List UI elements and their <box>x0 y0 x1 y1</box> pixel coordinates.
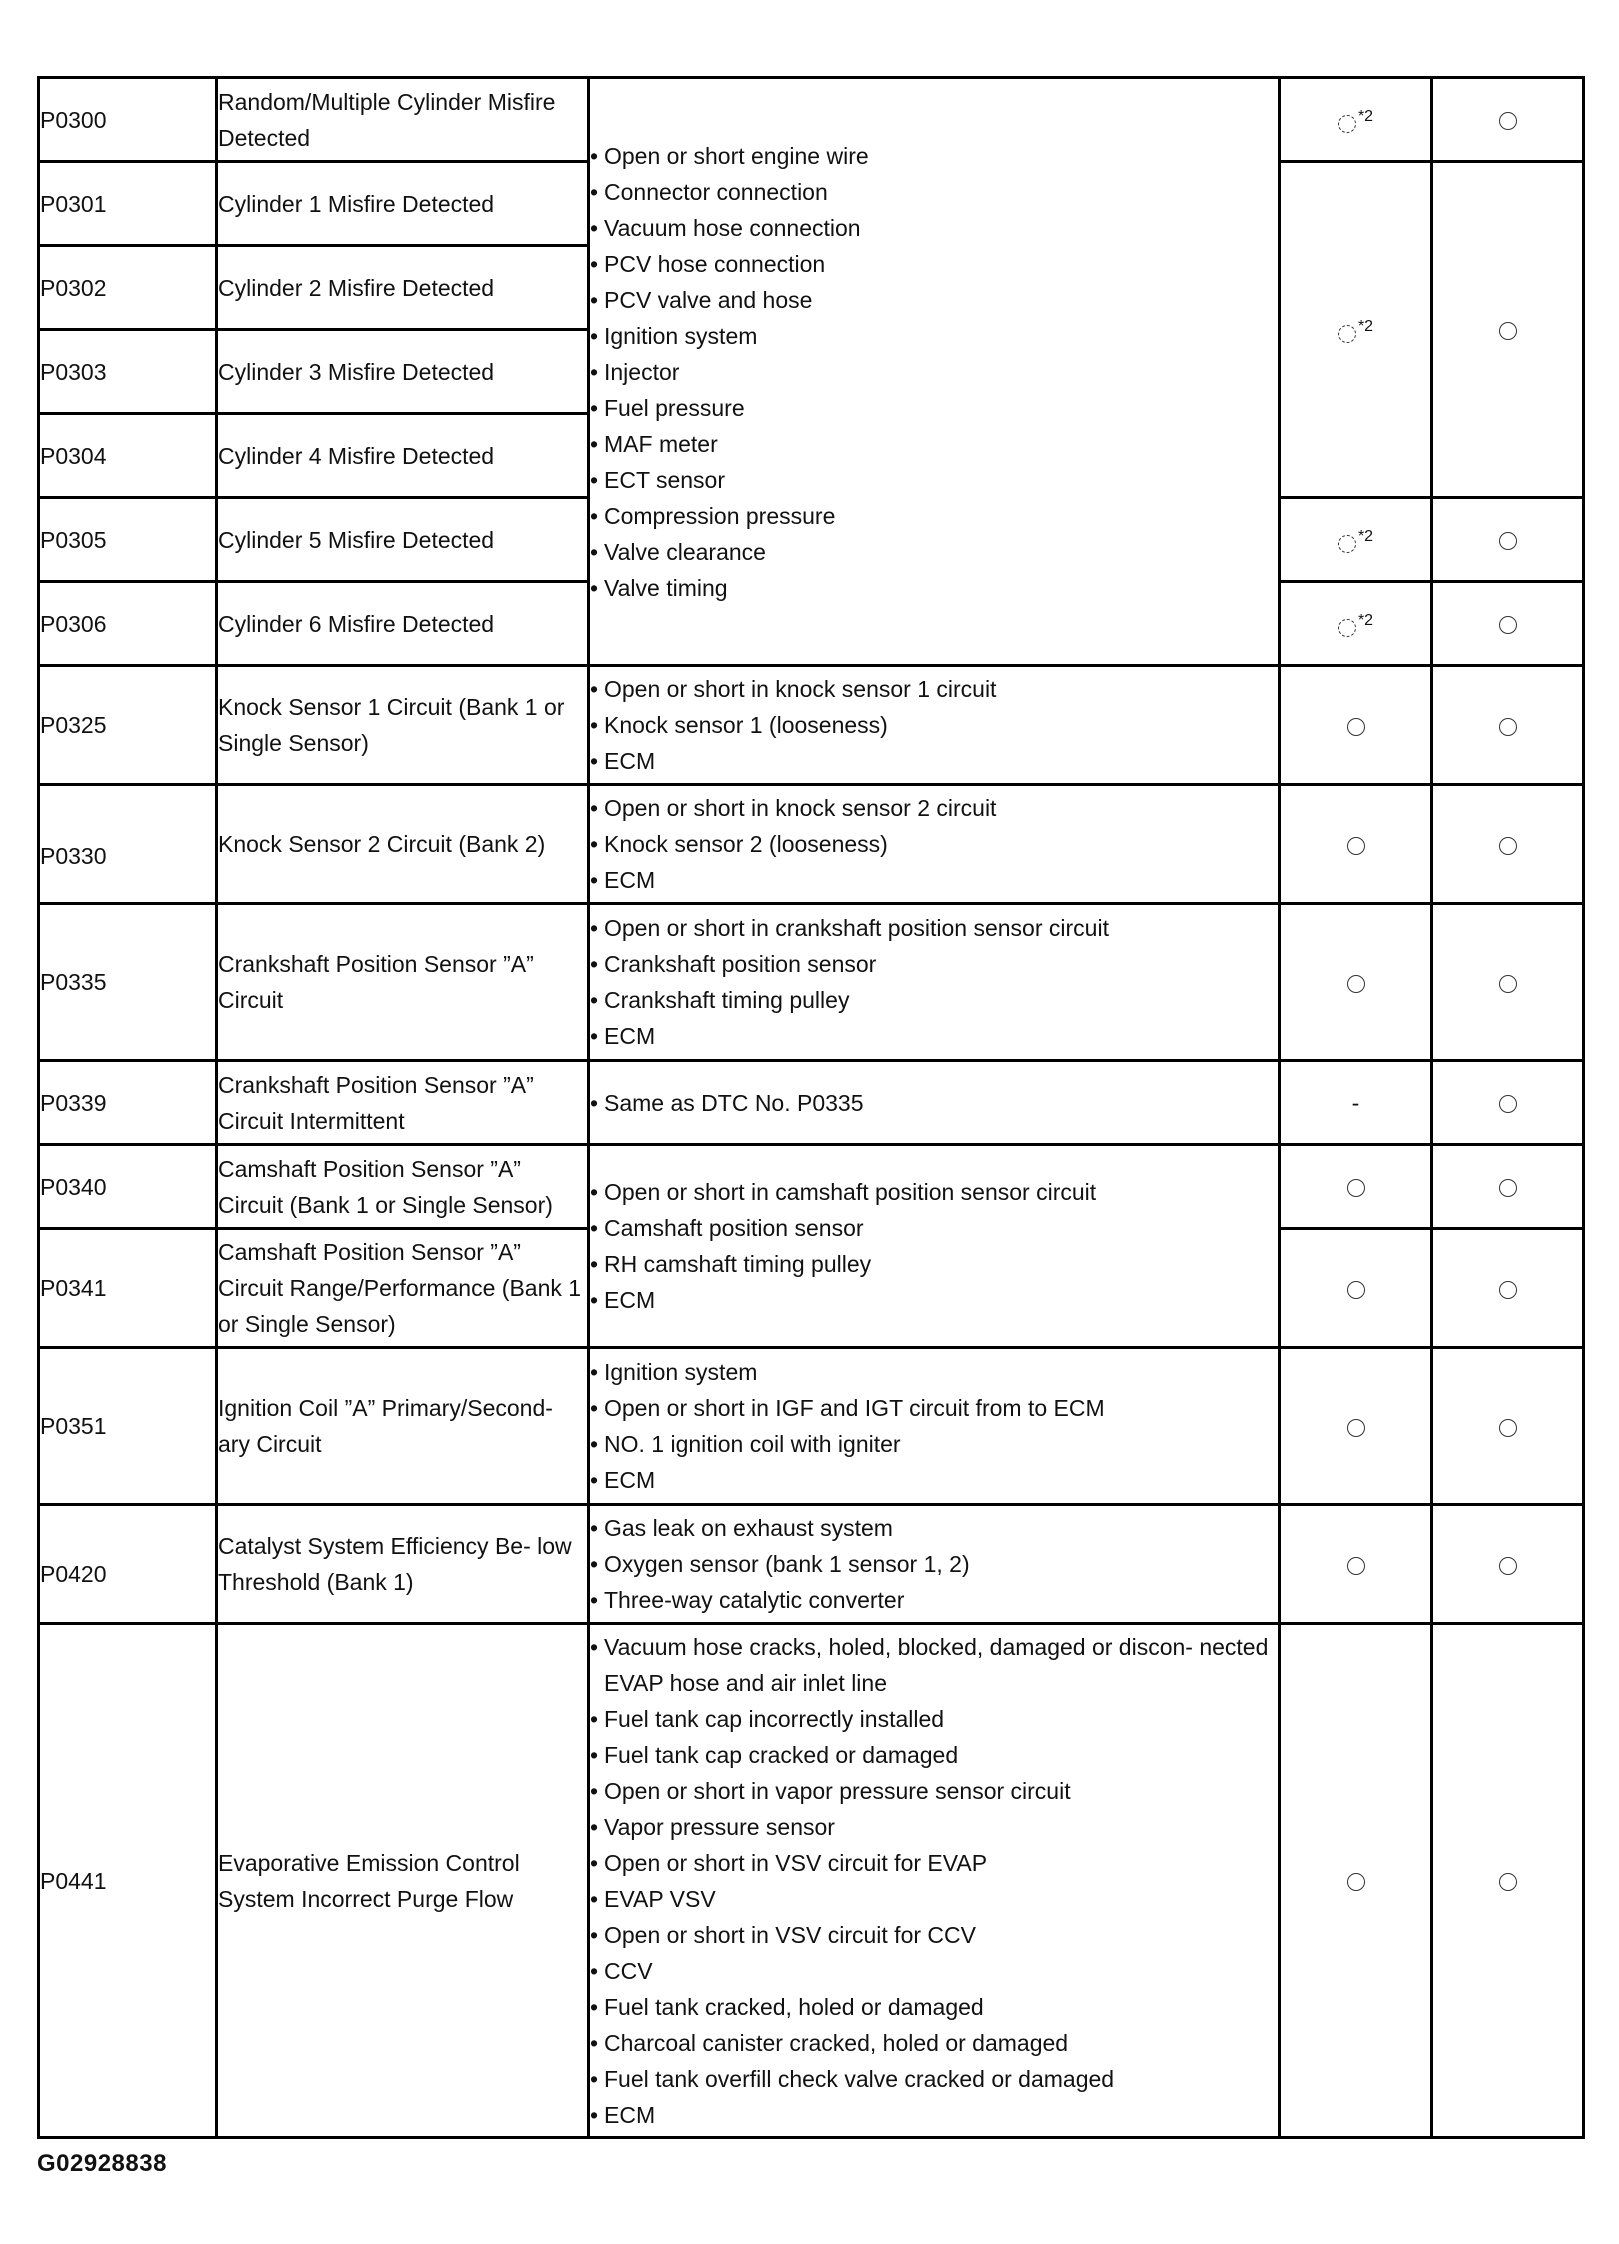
memory-mark <box>1432 1061 1584 1145</box>
mil-mark <box>1280 1505 1432 1624</box>
dtc-table <box>37 76 1585 2139</box>
list-item: • PCV hose connection <box>590 246 1278 282</box>
list-item: • Crankshaft position sensor <box>590 946 1278 982</box>
trouble-area-list <box>590 671 1278 779</box>
mil-mark <box>1280 1229 1432 1348</box>
list-item: • Knock sensor 1 (looseness) <box>590 707 1278 743</box>
list-item: • Open or short in IGF and IGT circuit from to ECM <box>590 1390 1278 1426</box>
memory-mark <box>1432 582 1584 666</box>
memory-mark <box>1432 904 1584 1061</box>
dtc-code: P0303 <box>39 330 217 414</box>
list-item: • ECM <box>590 1462 1278 1498</box>
circle-icon <box>1499 616 1517 634</box>
table-row <box>39 1624 1584 2138</box>
detection-item: Cylinder 2 Misfire Detected <box>217 246 589 330</box>
trouble-area-list <box>590 1629 1278 2133</box>
list-item: • Injector <box>590 354 1278 390</box>
circle-icon <box>1347 1557 1365 1575</box>
circle-icon <box>1347 1281 1365 1299</box>
memory-mark <box>1432 162 1584 498</box>
circle-icon <box>1499 1873 1517 1891</box>
list-item: • Knock sensor 2 (looseness) <box>590 826 1278 862</box>
detection-item: Ignition Coil ”A” Primary/Second- ary Circuit <box>217 1348 589 1505</box>
detection-item: Random/Multiple Cylinder Misfire Detected <box>217 78 589 162</box>
memory-mark <box>1432 1145 1584 1229</box>
circle-icon <box>1347 1873 1365 1891</box>
trouble-area-cell <box>589 1348 1280 1505</box>
list-item: • Same as DTC No. P0335 <box>590 1085 1278 1121</box>
list-item: • Three-way catalytic converter <box>590 1582 1278 1618</box>
list-item: • MAF meter <box>590 426 1278 462</box>
memory-mark <box>1432 1348 1584 1505</box>
dtc-code: P0304 <box>39 414 217 498</box>
trouble-area-cell <box>589 785 1280 904</box>
list-item: • ECT sensor <box>590 462 1278 498</box>
list-item: • Open or short engine wire <box>590 138 1278 174</box>
trouble-area-cell <box>589 1061 1280 1145</box>
circle-icon <box>1347 718 1365 736</box>
circle-icon <box>1499 1095 1517 1113</box>
table-row <box>39 1348 1584 1505</box>
list-item: • Open or short in vapor pressure sensor circuit <box>590 1773 1278 1809</box>
trouble-area-list <box>590 1354 1278 1498</box>
detection-item: Cylinder 5 Misfire Detected <box>217 498 589 582</box>
circle-icon <box>1499 112 1517 130</box>
trouble-area-cell <box>589 904 1280 1061</box>
memory-mark <box>1432 1624 1584 2138</box>
list-item: • Vacuum hose cracks, holed, blocked, damaged or discon- nected EVAP hose and air inlet line <box>590 1629 1278 1701</box>
dtc-code: P0306 <box>39 582 217 666</box>
circle-icon <box>1347 1419 1365 1437</box>
circle-icon <box>1499 322 1517 340</box>
detection-item: Cylinder 1 Misfire Detected <box>217 162 589 246</box>
trouble-area-cell <box>589 1145 1280 1348</box>
detection-item: Cylinder 6 Misfire Detected <box>217 582 589 666</box>
list-item: • Valve clearance <box>590 534 1278 570</box>
trouble-area-list <box>590 1174 1278 1318</box>
memory-mark <box>1432 785 1584 904</box>
dtc-code: P0351 <box>39 1348 217 1505</box>
mil-mark <box>1280 904 1432 1061</box>
list-item: • ECM <box>590 743 1278 779</box>
dtc-code: P0339 <box>39 1061 217 1145</box>
table-row <box>39 666 1584 785</box>
detection-item: Knock Sensor 1 Circuit (Bank 1 or Single Sensor) <box>217 666 589 785</box>
detection-item: Camshaft Position Sensor ”A” Circuit (Bank 1 or Single Sensor) <box>217 1145 589 1229</box>
circle-icon <box>1338 115 1356 133</box>
list-item: • ECM <box>590 2097 1278 2133</box>
list-item: • ECM <box>590 1282 1278 1318</box>
detection-item: Crankshaft Position Sensor ”A” Circuit <box>217 904 589 1061</box>
list-item: • Fuel tank cap cracked or damaged <box>590 1737 1278 1773</box>
list-item: • Fuel tank cracked, holed or damaged <box>590 1989 1278 2025</box>
circle-icon <box>1499 532 1517 550</box>
list-item: • Open or short in knock sensor 2 circuit <box>590 790 1278 826</box>
trouble-area-cell <box>589 78 1280 666</box>
dtc-code: P0420 <box>39 1505 217 1624</box>
circle-icon <box>1347 975 1365 993</box>
dtc-code: P0325 <box>39 666 217 785</box>
circle-icon <box>1499 1557 1517 1575</box>
table-row <box>39 785 1584 904</box>
dtc-code: P0441 <box>39 1624 217 2138</box>
dtc-code: P0302 <box>39 246 217 330</box>
list-item: • Open or short in VSV circuit for CCV <box>590 1917 1278 1953</box>
table-row <box>39 1145 1584 1229</box>
list-item: • Open or short in crankshaft position sensor circuit <box>590 910 1278 946</box>
mil-mark <box>1280 1061 1432 1145</box>
superscript-note: *2 <box>1357 528 1374 545</box>
trouble-area-list <box>590 1510 1278 1618</box>
list-item: • Connector connection <box>590 174 1278 210</box>
memory-mark <box>1432 78 1584 162</box>
trouble-area-cell <box>589 1624 1280 2138</box>
list-item: • Open or short in knock sensor 1 circuit <box>590 671 1278 707</box>
mil-mark <box>1280 1348 1432 1505</box>
dtc-code: P0305 <box>39 498 217 582</box>
circle-icon <box>1347 837 1365 855</box>
mil-mark <box>1280 1624 1432 2138</box>
detection-item: Crankshaft Position Sensor ”A” Circuit Intermittent <box>217 1061 589 1145</box>
list-item: • Oxygen sensor (bank 1 sensor 1, 2) <box>590 1546 1278 1582</box>
circle-icon <box>1338 325 1356 343</box>
detection-item: Cylinder 4 Misfire Detected <box>217 414 589 498</box>
mil-mark <box>1280 78 1432 162</box>
circle-icon <box>1499 837 1517 855</box>
dtc-code: P0341 <box>39 1229 217 1348</box>
list-item: • NO. 1 ignition coil with igniter <box>590 1426 1278 1462</box>
mil-mark <box>1280 162 1432 498</box>
memory-mark <box>1432 498 1584 582</box>
list-item: • Open or short in VSV circuit for EVAP <box>590 1845 1278 1881</box>
memory-mark <box>1432 1505 1584 1624</box>
mil-mark <box>1280 498 1432 582</box>
detection-item: Cylinder 3 Misfire Detected <box>217 330 589 414</box>
trouble-area-list <box>590 138 1278 606</box>
table-row <box>39 78 1584 162</box>
list-item: • ECM <box>590 862 1278 898</box>
list-item: • Compression pressure <box>590 498 1278 534</box>
circle-icon <box>1499 718 1517 736</box>
circle-icon <box>1499 975 1517 993</box>
dtc-code: P0340 <box>39 1145 217 1229</box>
trouble-area-list <box>590 790 1278 898</box>
mil-mark <box>1280 785 1432 904</box>
list-item: • Gas leak on exhaust system <box>590 1510 1278 1546</box>
superscript-note: *2 <box>1357 108 1374 125</box>
list-item: • Camshaft position sensor <box>590 1210 1278 1246</box>
list-item: • EVAP VSV <box>590 1881 1278 1917</box>
list-item: • Ignition system <box>590 1354 1278 1390</box>
trouble-area-list <box>590 910 1278 1054</box>
dtc-code: P0330 <box>39 785 217 904</box>
list-item: • Vacuum hose connection <box>590 210 1278 246</box>
detection-item: Knock Sensor 2 Circuit (Bank 2) <box>217 785 589 904</box>
list-item: • Valve timing <box>590 570 1278 606</box>
trouble-area-cell <box>589 1505 1280 1624</box>
trouble-area-list <box>590 1085 1278 1121</box>
table-row <box>39 904 1584 1061</box>
circle-icon <box>1347 1179 1365 1197</box>
list-item: • Crankshaft timing pulley <box>590 982 1278 1018</box>
memory-mark <box>1432 1229 1584 1348</box>
detection-item: Catalyst System Efficiency Be- low Threshold (Bank 1) <box>217 1505 589 1624</box>
circle-icon <box>1499 1419 1517 1437</box>
superscript-note: *2 <box>1357 318 1374 335</box>
list-item: • RH camshaft timing pulley <box>590 1246 1278 1282</box>
list-item: • CCV <box>590 1953 1278 1989</box>
circle-icon <box>1338 535 1356 553</box>
mil-mark <box>1280 666 1432 785</box>
dtc-code: P0335 <box>39 904 217 1061</box>
dtc-code: P0300 <box>39 78 217 162</box>
figure-id: G02928838 <box>37 2150 167 2177</box>
list-item: • PCV valve and hose <box>590 282 1278 318</box>
circle-icon <box>1338 619 1356 637</box>
dtc-code: P0301 <box>39 162 217 246</box>
list-item: • Ignition system <box>590 318 1278 354</box>
mil-mark <box>1280 1145 1432 1229</box>
trouble-area-cell <box>589 666 1280 785</box>
detection-item: Camshaft Position Sensor ”A” Circuit Range/Performance (Bank 1 or Single Sensor) <box>217 1229 589 1348</box>
circle-icon <box>1499 1281 1517 1299</box>
list-item: • Fuel tank overfill check valve cracked or damaged <box>590 2061 1278 2097</box>
circle-icon <box>1499 1179 1517 1197</box>
detection-item: Evaporative Emission Control System Incorrect Purge Flow <box>217 1624 589 2138</box>
list-item: • Vapor pressure sensor <box>590 1809 1278 1845</box>
table-row <box>39 1505 1584 1624</box>
superscript-note: *2 <box>1357 612 1374 629</box>
list-item: • Open or short in camshaft position sensor circuit <box>590 1174 1278 1210</box>
list-item: • Fuel pressure <box>590 390 1278 426</box>
table-row <box>39 1061 1584 1145</box>
list-item: • Charcoal canister cracked, holed or damaged <box>590 2025 1278 2061</box>
memory-mark <box>1432 666 1584 785</box>
list-item: • Fuel tank cap incorrectly installed <box>590 1701 1278 1737</box>
dash-mark: - <box>1351 1089 1360 1116</box>
mil-mark <box>1280 582 1432 666</box>
list-item: • ECM <box>590 1018 1278 1054</box>
